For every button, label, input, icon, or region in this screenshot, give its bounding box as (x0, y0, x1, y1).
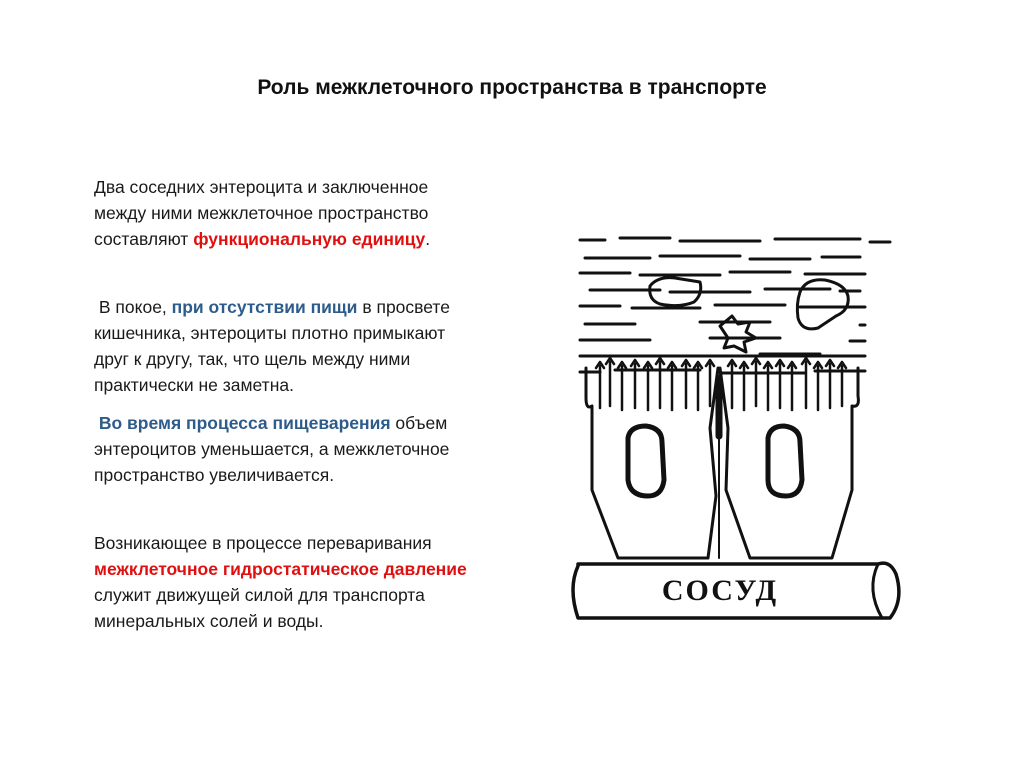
vessel-label: СОСУД (661, 574, 779, 607)
paragraph-functional-unit (94, 174, 534, 252)
nucleus-right (768, 426, 802, 496)
enterocyte-diagram-svg (560, 228, 910, 628)
p3-line3: пространство увеличивается. (94, 465, 335, 485)
p4-line1: Возникающее в процессе переваривания (94, 533, 432, 553)
intestinal-lumen-lines (580, 238, 890, 373)
p2-line3: друг к другу, так, что щель между ними (94, 349, 411, 369)
paragraph-rest-state (94, 294, 534, 398)
p2-line2: кишечника, энтероциты плотно примыкают (94, 323, 446, 343)
highlight-digestion: Во время процесса пищеварения (94, 413, 391, 433)
highlight-functional-unit: функциональную единицу (193, 229, 426, 249)
p1-line2: между ними межклеточное пространство (94, 203, 429, 223)
p4-line3: служит движущей силой для транспорта (94, 585, 425, 605)
p2-line1-post: в просвете (357, 297, 450, 317)
p3-line2: энтероцитов уменьшается, а межклеточное (94, 439, 450, 459)
highlight-no-food: при отсутствии пищи (171, 297, 358, 317)
paragraph-digestion (94, 410, 534, 488)
paragraph-pressure (94, 530, 534, 634)
p1-line1: Два соседних энтероцита и заключенное (94, 177, 429, 197)
slide-title: Роль межклеточного пространства в транспорте (257, 76, 767, 99)
vessel-end (873, 564, 882, 618)
p4-line4: минеральных солей и воды. (94, 611, 324, 631)
enterocyte-diagram (560, 228, 910, 628)
highlight-hydrostatic-pressure: межклеточное гидростатическое давление (94, 559, 467, 579)
enterocyte-right (720, 368, 858, 558)
p1-line3-pre: составляют (94, 229, 194, 249)
food-particle-2 (797, 280, 848, 329)
nucleus-left (628, 426, 664, 496)
p2-line4: практически не заметна. (94, 375, 294, 395)
p3-line1-post: объем (390, 413, 448, 433)
p2-line1-pre: В покое, (94, 297, 172, 317)
p1-line3-post: . (425, 229, 431, 249)
